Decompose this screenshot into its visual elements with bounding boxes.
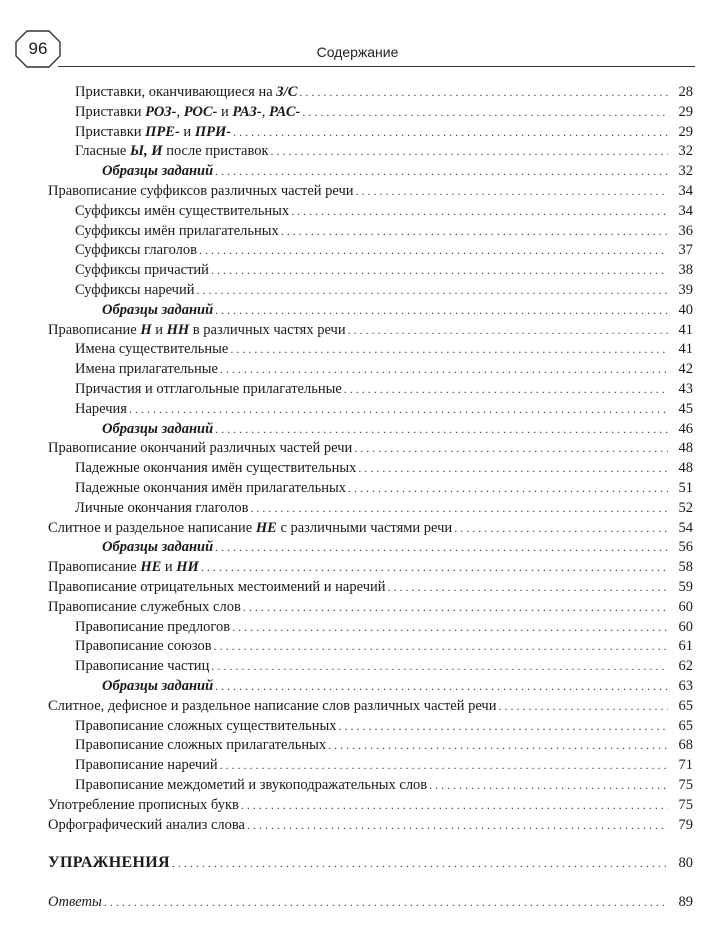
toc-leader-dots	[344, 382, 668, 397]
toc-page-number: 52	[678, 499, 693, 516]
toc-entry-text-part: ПРЕ-	[145, 123, 180, 140]
toc-entry-text-part: Ответы	[48, 894, 102, 911]
toc-page-number: 56	[678, 539, 693, 556]
toc-entry-title	[75, 124, 233, 141]
toc-page-number: 32	[678, 163, 693, 180]
toc-entry-text-part: Имена существительные	[75, 341, 229, 358]
toc-leader-dots	[356, 184, 668, 199]
toc-entry-title	[75, 777, 429, 794]
toc-leader-dots	[348, 323, 668, 338]
header-divider	[58, 66, 695, 67]
toc-entry-text-part: Слитное, дефисное и раздельное написание слов различных частей речи	[48, 697, 497, 714]
toc-leader-dots	[214, 639, 668, 654]
toc-entry-text-part: Суффиксы наречий	[75, 282, 195, 298]
toc-leader-dots	[215, 422, 668, 437]
toc-entry-title	[48, 579, 388, 596]
toc-entry-title	[75, 737, 328, 754]
toc-page-number: 48	[678, 460, 693, 477]
toc-page-number: 28	[678, 84, 693, 100]
toc-entry-title	[48, 440, 354, 457]
toc-entry	[48, 894, 693, 914]
toc-page-number: 36	[678, 222, 693, 239]
toc-entry-text-part: РОС-	[183, 103, 218, 120]
toc-leader-dots	[348, 481, 668, 496]
toc-page-number: 63	[678, 678, 693, 694]
toc-page-number: 41	[678, 321, 693, 338]
toc-leader-dots	[250, 501, 668, 516]
toc-entry-text-part: НИ	[176, 559, 199, 576]
toc-entry-text-part: Наречия	[75, 400, 127, 417]
toc-entry	[102, 421, 693, 441]
toc-leader-dots	[302, 105, 668, 120]
toc-leader-dots	[172, 856, 668, 871]
toc-entry-text-part: НЕ	[140, 559, 162, 576]
toc-entry	[48, 322, 693, 342]
toc-entry-title	[75, 658, 211, 675]
toc-page-number: 54	[678, 519, 693, 536]
toc-entry	[75, 262, 693, 282]
toc-leader-dots	[247, 818, 668, 833]
toc-leader-dots	[199, 243, 668, 258]
toc-entry-title	[75, 242, 199, 259]
toc-entry	[48, 559, 693, 579]
toc-entry	[48, 183, 693, 203]
toc-page-number: 60	[678, 618, 693, 635]
toc-entry	[48, 579, 693, 599]
toc-page-number: 51	[678, 480, 693, 496]
toc-leader-dots	[232, 620, 668, 635]
toc-page-number: 29	[678, 103, 693, 120]
toc-entry	[75, 361, 693, 381]
toc-leader-dots	[271, 144, 669, 159]
toc-page-number: 75	[678, 777, 693, 793]
toc-entry-title	[48, 817, 247, 834]
toc-entry-title	[75, 381, 344, 398]
toc-page-number: 89	[678, 894, 693, 911]
toc-entry-text-part: Правописание частиц	[75, 658, 210, 675]
toc-entry-title	[48, 559, 201, 576]
toc-page-number: 62	[678, 658, 693, 675]
toc-entry	[48, 817, 693, 837]
toc-entry-text-part: РОЗ-	[145, 103, 177, 120]
toc-entry-text-part: Образцы заданий	[102, 163, 214, 180]
toc-leader-dots	[338, 719, 668, 734]
toc-entry-text-part: Приставки	[75, 103, 146, 120]
toc-entry-text-part: Орфографический анализ слова	[48, 816, 245, 833]
toc-entry-text-part: Суффиксы глаголов	[75, 242, 198, 259]
toc-leader-dots	[215, 164, 668, 179]
toc-leader-dots	[211, 659, 668, 674]
toc-page-number: 60	[678, 598, 693, 615]
toc-page-number: 80	[678, 855, 693, 872]
toc-entry-text-part: Правописание междометий и звукоподражательных слов	[75, 777, 428, 793]
toc-entry-title	[48, 183, 356, 200]
toc-entry-text-part: Правописание	[48, 559, 141, 576]
toc-entry	[75, 718, 693, 738]
toc-entry	[75, 401, 693, 421]
toc-entry-text-part: НЕ	[255, 519, 277, 536]
toc-page-number: 34	[678, 183, 693, 199]
toc-page-number: 48	[678, 440, 693, 457]
toc-entry	[75, 104, 693, 124]
toc-entry	[75, 203, 693, 223]
toc-entry-title	[75, 203, 291, 220]
toc-page-number: 34	[678, 202, 693, 219]
toc-leader-dots	[233, 125, 668, 140]
toc-leader-dots	[243, 600, 668, 615]
toc-entry-title	[75, 401, 129, 418]
toc-page-number: 39	[678, 282, 693, 298]
toc-entry	[75, 737, 693, 757]
toc-entry-text-part: Приставки, оканчивающиеся на	[75, 84, 277, 100]
toc-entry-text-part: Употребление прописных букв	[48, 796, 239, 813]
toc-entry-title	[75, 480, 348, 497]
toc-entry-title	[48, 520, 454, 537]
toc-entry-title	[75, 500, 250, 517]
toc-leader-dots	[454, 521, 668, 536]
toc-entry-text-part: УПРАЖНЕНИЯ	[48, 854, 170, 872]
toc-entry-title	[48, 599, 243, 616]
toc-leader-dots	[129, 402, 668, 417]
toc-entry-title	[102, 539, 215, 556]
toc-entry	[75, 381, 693, 401]
toc-leader-dots	[291, 204, 668, 219]
toc-entry	[48, 520, 693, 540]
toc-entry-text-part: Образцы заданий	[102, 301, 214, 318]
toc-leader-dots	[211, 263, 668, 278]
toc-entry	[75, 124, 693, 144]
toc-entry-text-part: Правописание наречий	[75, 757, 218, 774]
toc-entry-text-part: в различных частях речи	[189, 321, 346, 338]
toc-entry-title	[75, 84, 299, 101]
toc-entry-title	[48, 894, 104, 911]
toc-leader-dots	[201, 560, 668, 575]
toc-entry-text-part: Н	[140, 321, 152, 338]
toc-entry-text-part: и	[151, 321, 167, 338]
toc-page-number: 65	[678, 697, 693, 714]
toc-page-number: 37	[678, 242, 693, 259]
toc-entry	[75, 460, 693, 480]
toc-entry-title	[75, 341, 230, 358]
toc-entry-title	[102, 421, 215, 438]
toc-entry-text-part: РАС-	[268, 103, 301, 120]
toc-entry	[75, 242, 693, 262]
toc-page-number: 45	[678, 400, 693, 417]
toc-entry-text-part: Правописание союзов	[75, 638, 212, 655]
toc-entry-text-part: ПРИ-	[194, 123, 232, 140]
toc-entry-text-part: Правописание	[48, 321, 141, 338]
toc-leader-dots	[215, 303, 668, 318]
toc-entry-text-part: Падежные окончания имён прилагательных	[75, 480, 346, 496]
toc-entry-text-part: Падежные окончания имён существительных	[75, 460, 357, 477]
toc-entry-title	[48, 698, 498, 715]
toc-entry	[48, 440, 693, 460]
toc-entry-title	[75, 282, 196, 299]
toc-entry-text-part: Суффиксы имён прилагательных	[75, 222, 279, 239]
toc-page-number: 61	[678, 638, 693, 655]
toc-page-number: 75	[678, 796, 693, 813]
toc-entry	[102, 539, 693, 559]
toc-entry	[75, 658, 693, 678]
toc-entry-text-part: Причастия и отглагольные прилагательные	[75, 381, 342, 397]
toc-entry-text-part: с различными частями речи	[276, 519, 453, 536]
toc-entry-text-part: ,	[176, 103, 184, 120]
toc-entry-text-part: Правописание служебных слов	[48, 598, 241, 615]
toc-entry-title	[102, 302, 215, 319]
toc-entry	[102, 302, 693, 322]
toc-leader-dots	[299, 85, 668, 100]
toc-entry-text-part: и	[161, 559, 177, 576]
toc-entry	[75, 638, 693, 658]
toc-entry-title	[75, 143, 271, 160]
toc-entry-title	[48, 797, 241, 814]
toc-page-number: 32	[678, 143, 693, 160]
toc-entry-text-part: РАЗ-	[232, 103, 262, 120]
toc-leader-dots	[498, 699, 668, 714]
toc-page-number: 79	[678, 816, 693, 833]
toc-entry-title	[75, 223, 281, 240]
toc-entry-text-part: Образцы заданий	[102, 420, 214, 437]
page-title: Содержание	[316, 44, 399, 60]
toc-page-number: 40	[678, 301, 693, 318]
toc-leader-dots	[215, 679, 668, 694]
toc-entry	[75, 223, 693, 243]
toc-entry-text-part: Образцы заданий	[102, 539, 214, 556]
toc-entry-text-part: Суффиксы причастий	[75, 262, 209, 279]
toc-entry-text-part: Приставки	[75, 123, 146, 140]
toc-entry-text-part: и	[217, 103, 233, 120]
toc-entry	[102, 163, 693, 183]
toc-page-number: 29	[678, 123, 693, 140]
toc-entry-title	[75, 262, 211, 279]
toc-page-number: 71	[678, 757, 693, 774]
toc-entry-text-part: Суффиксы имён существительных	[75, 202, 290, 219]
toc-page-number: 43	[678, 381, 693, 397]
toc-entry	[75, 757, 693, 777]
toc-entry	[48, 698, 693, 718]
toc-entry-text-part: Правописание сложных прилагательных	[75, 737, 327, 754]
toc-entry	[75, 341, 693, 361]
toc-entry-text-part: Правописание сложных существительных	[75, 717, 337, 734]
toc-leader-dots	[429, 778, 668, 793]
toc-entry	[48, 599, 693, 619]
toc-leader-dots	[354, 441, 668, 456]
toc-page-number: 68	[678, 737, 693, 754]
toc-leader-dots	[388, 580, 668, 595]
toc-leader-dots	[104, 895, 668, 910]
toc-entry-text-part: Правописание отрицательных местоимений и наречий	[48, 579, 386, 595]
toc-page-number: 65	[678, 717, 693, 734]
toc-leader-dots	[230, 342, 668, 357]
toc-entry	[75, 282, 693, 302]
toc-entry	[102, 678, 693, 698]
toc-entry	[75, 619, 693, 639]
toc-entry-text-part: Правописание окончаний различных частей речи	[48, 440, 353, 457]
toc-page-number: 58	[678, 559, 693, 576]
toc-entry-text-part: и	[179, 123, 195, 140]
toc-entry-text-part: Правописание предлогов	[75, 618, 231, 635]
toc-entry-title	[75, 718, 338, 735]
toc-entry-text-part: Слитное и раздельное написание	[48, 519, 256, 536]
toc-entry-title	[102, 678, 215, 695]
toc-entry	[48, 797, 693, 817]
toc-entry-title	[48, 322, 348, 339]
toc-entry-title	[75, 638, 214, 655]
toc-leader-dots	[241, 798, 668, 813]
toc-entry-text-part: после приставок	[162, 143, 269, 160]
toc-entry-text-part: З/С	[276, 84, 298, 100]
toc-leader-dots	[215, 540, 668, 555]
toc-entry-text-part: Ы, И	[129, 143, 163, 160]
toc-entry-text-part: НН	[166, 321, 190, 338]
toc-entry-text-part: Личные окончания глаголов	[75, 499, 249, 516]
toc-page-number: 41	[678, 341, 693, 358]
toc-entry	[75, 500, 693, 520]
toc-entry-text-part: Имена прилагательные	[75, 361, 218, 378]
toc-entry	[48, 854, 693, 874]
toc-entry-text-part: Правописание суффиксов различных частей речи	[48, 183, 354, 199]
toc-leader-dots	[196, 283, 668, 298]
toc-entry-title	[75, 361, 220, 378]
toc-leader-dots	[220, 362, 668, 377]
toc-entry-title	[102, 163, 215, 180]
toc-leader-dots	[281, 224, 668, 239]
page-number: 96	[28, 39, 48, 58]
toc-page-number: 59	[678, 579, 693, 595]
toc-entry-text-part: Гласные	[75, 143, 130, 160]
toc-entry-text-part: Образцы заданий	[102, 678, 214, 694]
toc-entry	[75, 84, 693, 104]
toc-entry-title	[75, 757, 220, 774]
toc-entry-title	[75, 460, 358, 477]
toc-page-number: 42	[678, 361, 693, 378]
toc-leader-dots	[220, 758, 668, 773]
toc-entry-text-part: ,	[261, 103, 269, 120]
toc-leader-dots	[358, 461, 668, 476]
toc-entry-title	[48, 854, 172, 872]
toc-entry-title	[75, 104, 302, 121]
toc-entry	[75, 143, 693, 163]
toc-entry-title	[75, 619, 232, 636]
toc-leader-dots	[328, 738, 668, 753]
toc-page-number: 46	[678, 420, 693, 437]
toc-entry	[75, 480, 693, 500]
toc-page-number: 38	[678, 262, 693, 279]
toc-entry	[75, 777, 693, 797]
